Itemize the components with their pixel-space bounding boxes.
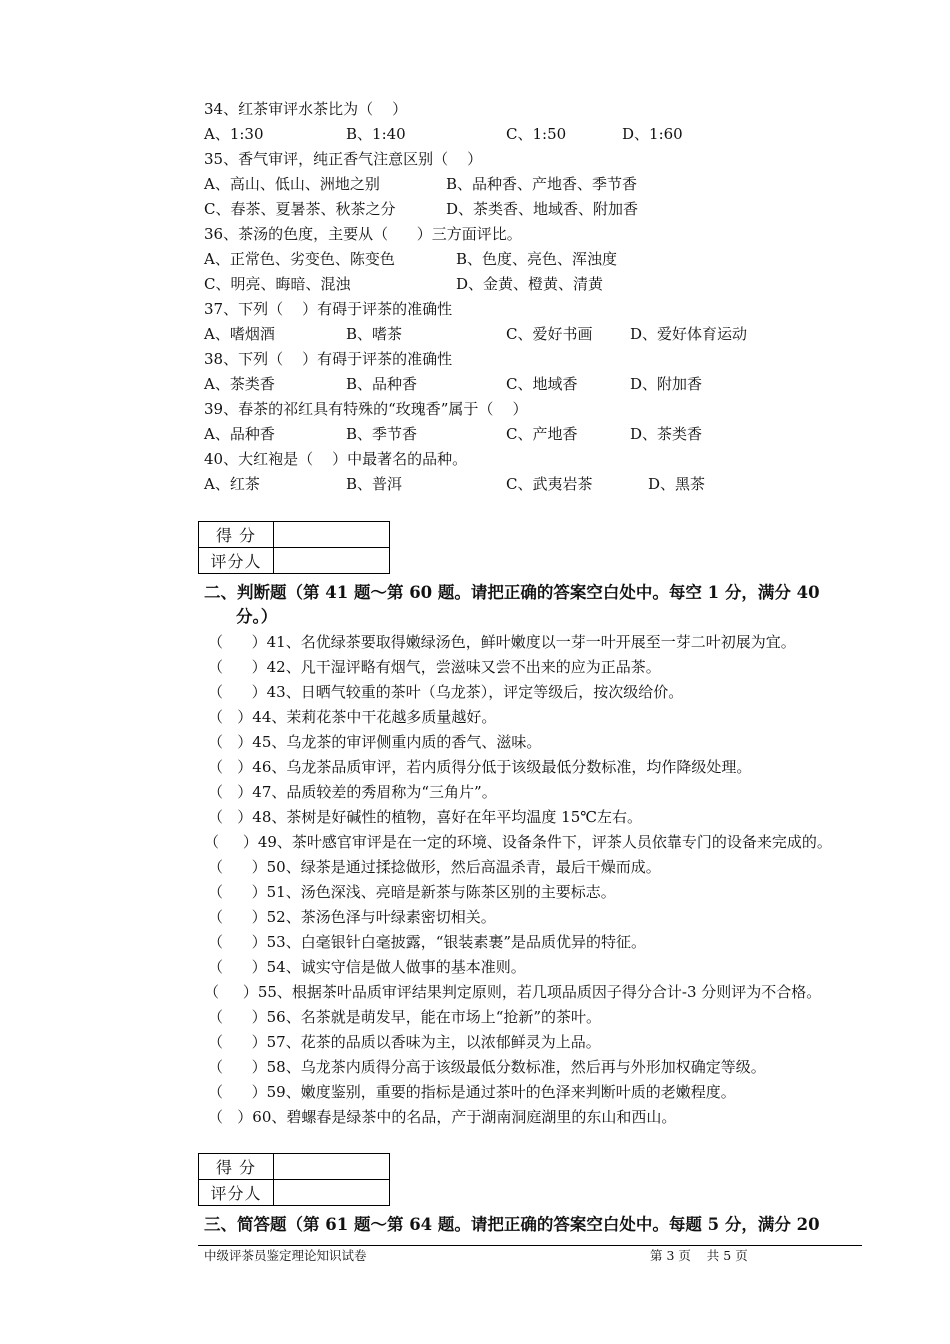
question-stem: 35、香气审评，纯正香气注意区别（ ） — [204, 150, 483, 168]
judgement-item: （ ）53、白毫银针白毫披露，“银装素裹”是品质优异的特征。 — [208, 933, 647, 951]
judgement-item: （ ）47、品质较差的秀眉称为“三角片”。 — [208, 783, 497, 801]
judgement-item: （ ）41、名优绿茶要取得嫩绿汤色，鲜叶嫩度以一芽一叶开展至一芽二叶初展为宜。 — [208, 633, 796, 651]
option: B、品种香、产地香、季节香 — [446, 175, 638, 193]
option: D、爱好体育运动 — [630, 325, 748, 343]
grader-label: 评分人 — [199, 1180, 274, 1206]
score-box — [198, 521, 390, 574]
option: C、明亮、晦暗、混浊 — [204, 275, 351, 293]
grader-field[interactable] — [274, 1180, 390, 1206]
score-field[interactable] — [274, 1154, 390, 1180]
option: B、色度、亮色、浑浊度 — [456, 250, 618, 268]
option: B、1:40 — [346, 125, 406, 143]
question-stem: 36、茶汤的色度，主要从（ ）三方面评比。 — [204, 225, 522, 243]
grader-label: 评分人 — [199, 548, 274, 574]
score-label: 得 分 — [199, 522, 274, 548]
question-stem: 40、大红袍是（ ）中最著名的品种。 — [204, 450, 468, 468]
question-stem: 34、红茶审评水茶比为（ ） — [204, 100, 408, 118]
section-heading: 二、判断题（第 41 题～第 60 题。请把正确的答案空白处中。每空 1 分，满分 40 — [204, 583, 820, 602]
option: A、品种香 — [204, 425, 275, 443]
judgement-item: （ ）59、嫩度鉴别，重要的指标是通过茶叶的色泽来判断叶质的老嫩程度。 — [208, 1083, 736, 1101]
score-field[interactable] — [274, 522, 390, 548]
footer-divider — [198, 1245, 862, 1246]
judgement-item: （ ）54、诚实守信是做人做事的基本准则。 — [208, 958, 526, 976]
option: B、嗜茶 — [346, 325, 403, 343]
option: D、金黄、橙黄、清黄 — [456, 275, 604, 293]
option: C、地域香 — [506, 375, 578, 393]
option: C、武夷岩茶 — [506, 475, 593, 493]
judgement-item: （ ）56、名茶就是萌发早，能在市场上“抢新”的茶叶。 — [208, 1008, 602, 1026]
judgement-item: （ ）51、汤色深浅、亮暗是新茶与陈茶区别的主要标志。 — [208, 883, 616, 901]
option: B、品种香 — [346, 375, 418, 393]
footer-title: 中级评茶员鉴定理论知识试卷 — [204, 1248, 367, 1263]
score-label: 得 分 — [199, 1154, 274, 1180]
option: B、季节香 — [346, 425, 418, 443]
judgement-item: （ ）49、茶叶感官审评是在一定的环境、设备条件下，评茶人员依靠专门的设备来完成的。 — [204, 833, 832, 851]
option: C、爱好书画 — [506, 325, 593, 343]
option: D、附加香 — [630, 375, 703, 393]
option: C、春茶、夏暑茶、秋茶之分 — [204, 200, 396, 218]
option: D、茶类香 — [630, 425, 703, 443]
judgement-item: （ ）60、碧螺春是绿茶中的名品，产于湖南洞庭湖里的东山和西山。 — [208, 1108, 677, 1126]
judgement-item: （ ）42、凡干湿评略有烟气，尝滋味又尝不出来的应为正品茶。 — [208, 658, 661, 676]
option: A、1:30 — [204, 125, 264, 143]
option: B、普洱 — [346, 475, 403, 493]
section-heading: 三、简答题（第 61 题～第 64 题。请把正确的答案空白处中。每题 5 分，满分 20 — [204, 1215, 820, 1234]
question-stem: 37、下列（ ）有碍于评茶的准确性 — [204, 300, 453, 318]
judgement-item: （ ）52、茶汤色泽与叶绿素密切相关。 — [208, 908, 496, 926]
judgement-item: （ ）48、茶树是好碱性的植物，喜好在年平均温度 15℃左右。 — [208, 808, 643, 826]
option: C、1:50 — [506, 125, 567, 143]
footer-page-number: 第 3 页 共 5 页 — [650, 1248, 748, 1263]
question-stem: 39、春茶的祁红具有特殊的“玫瑰香”属于（ ） — [204, 400, 528, 418]
grader-field[interactable] — [274, 548, 390, 574]
option: D、1:60 — [622, 125, 683, 143]
option: D、茶类香、地域香、附加香 — [446, 200, 639, 218]
judgement-item: （ ）43、日晒气较重的茶叶（乌龙茶），评定等级后，按次级给价。 — [208, 683, 684, 701]
option: A、红茶 — [204, 475, 260, 493]
section-heading-cont: 分。） — [236, 607, 278, 626]
judgement-item: （ ）55、根据茶叶品质审评结果判定原则，若几项品质因子得分合计-3 分则评为不合格。 — [204, 983, 822, 1001]
option: A、高山、低山、洲地之别 — [204, 175, 380, 193]
option: A、正常色、劣变色、陈变色 — [204, 250, 395, 268]
question-stem: 38、下列（ ）有碍于评茶的准确性 — [204, 350, 453, 368]
option: A、茶类香 — [204, 375, 275, 393]
judgement-item: （ ）45、乌龙茶的审评侧重内质的香气、滋味。 — [208, 733, 542, 751]
judgement-item: （ ）57、花茶的品质以香味为主，以浓郁鲜灵为上品。 — [208, 1033, 601, 1051]
judgement-item: （ ）58、乌龙茶内质得分高于该级最低分数标准，然后再与外形加权确定等级。 — [208, 1058, 766, 1076]
judgement-item: （ ）44、茉莉花茶中干花越多质量越好。 — [208, 708, 497, 726]
judgement-item: （ ）50、绿茶是通过揉捻做形，然后高温杀青，最后干燥而成。 — [208, 858, 661, 876]
judgement-item: （ ）46、乌龙茶品质审评，若内质得分低于该级最低分数标准，均作降级处理。 — [208, 758, 752, 776]
option: D、黑茶 — [648, 475, 706, 493]
option: C、产地香 — [506, 425, 578, 443]
option: A、嗜烟酒 — [204, 325, 275, 343]
score-box — [198, 1153, 390, 1206]
